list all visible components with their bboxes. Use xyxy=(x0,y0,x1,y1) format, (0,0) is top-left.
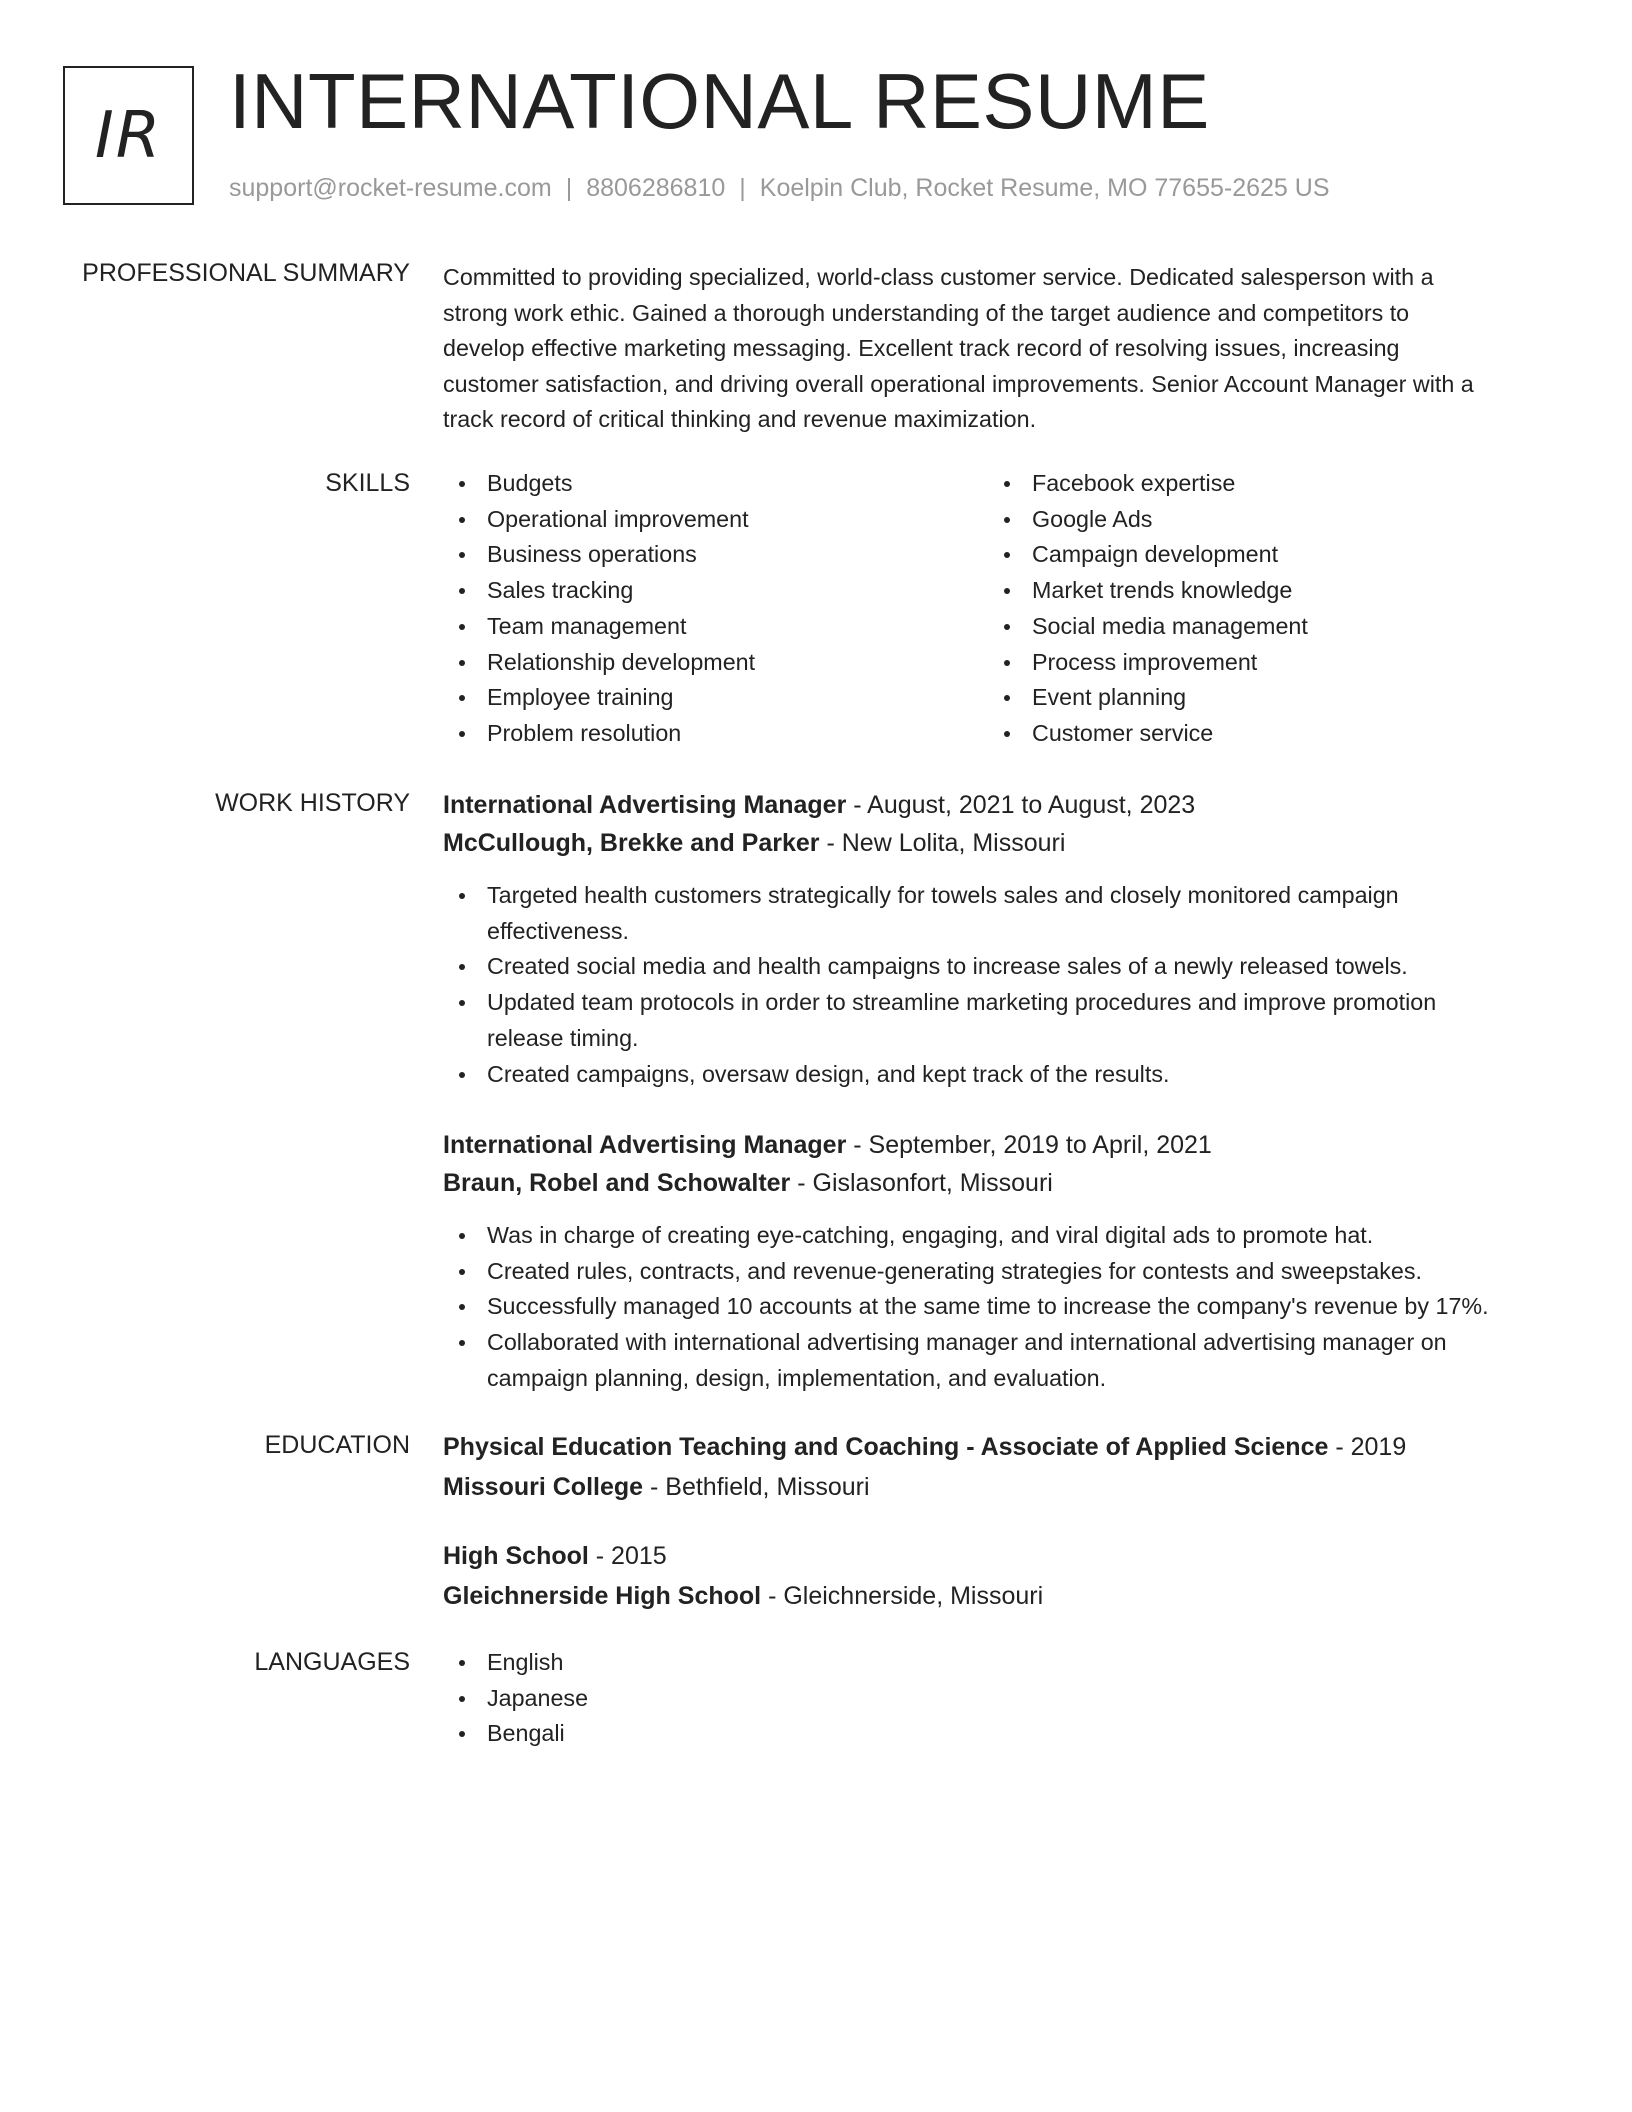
skills-column-left xyxy=(443,466,963,752)
skill-item: Market trends knowledge xyxy=(988,573,1508,609)
job-bullets xyxy=(443,1218,1553,1397)
monogram-logo xyxy=(63,66,194,205)
job-entry xyxy=(443,1126,1553,1397)
skill-item: Event planning xyxy=(988,680,1508,716)
job-bullet: Successfully managed 10 accounts at the same time to increase the company's revenue by 17%. xyxy=(443,1289,1553,1325)
education-entry xyxy=(443,1537,1553,1615)
job-bullet: Collaborated with international advertising manager and international advertising manager on campaign planning, design, implementation, and evaluation. xyxy=(443,1325,1553,1396)
job-dates: - August, 2021 to August, 2023 xyxy=(846,791,1196,819)
education-entry xyxy=(443,1428,1553,1506)
language-item: Bengali xyxy=(443,1716,1553,1752)
school-line xyxy=(443,1468,1553,1506)
job-company-line xyxy=(443,824,1553,862)
languages-body xyxy=(443,1645,1553,1752)
degree-line xyxy=(443,1428,1553,1466)
skill-item: Business operations xyxy=(443,537,963,573)
skill-item: Problem resolution xyxy=(443,716,963,752)
degree: Physical Education Teaching and Coaching - Associate of Applied Science xyxy=(443,1433,1329,1461)
section-heading: PROFESSIONAL SUMMARY xyxy=(82,259,410,287)
summary-line: develop effective marketing messaging. Excellent track record of resolving issues, increasing xyxy=(443,335,1400,361)
section-heading: LANGUAGES xyxy=(254,1648,410,1676)
job-title-line xyxy=(443,1126,1553,1164)
job-dates: - September, 2019 to April, 2021 xyxy=(846,1131,1212,1159)
job-bullet: Created social media and health campaigns to increase sales of a newly released towels. xyxy=(443,949,1553,985)
job-bullets xyxy=(443,878,1553,1092)
skill-item: Relationship development xyxy=(443,645,963,681)
resume-title: INTERNATIONAL RESUME xyxy=(229,57,1210,145)
job-title-line xyxy=(443,786,1553,824)
job-bullet: Targeted health customers strategically for towels sales and closely monitored campaign effectiveness. xyxy=(443,878,1553,949)
skill-item: Process improvement xyxy=(988,645,1508,681)
summary-body xyxy=(443,260,1553,438)
degree-year: - 2015 xyxy=(588,1542,667,1570)
school: Missouri College xyxy=(443,1473,644,1501)
section-heading: WORK HISTORY xyxy=(215,789,410,817)
degree-year: - 2019 xyxy=(1328,1433,1407,1461)
job-title: International Advertising Manager xyxy=(443,791,847,819)
section-heading: EDUCATION xyxy=(264,1431,410,1459)
school-line xyxy=(443,1577,1553,1615)
skills-column-right xyxy=(988,466,1508,752)
job-company: McCullough, Brekke and Parker xyxy=(443,829,820,857)
skill-item: Team management xyxy=(443,609,963,645)
job-company: Braun, Robel and Schowalter xyxy=(443,1169,791,1197)
degree: High School xyxy=(443,1542,589,1570)
skill-item: Customer service xyxy=(988,716,1508,752)
summary-line: customer satisfaction, and driving overall operational improvements. Senior Account Manager with a xyxy=(443,370,1474,397)
summary-line: track record of critical thinking and revenue maximization. xyxy=(443,406,1037,432)
summary-line: Committed to providing specialized, world-class customer service. Dedicated salesperson with a xyxy=(443,264,1434,290)
contact-address: Koelpin Club, Rocket Resume, MO 77655-2625 US xyxy=(759,174,1330,202)
contact-line xyxy=(229,172,1330,204)
job-title: International Advertising Manager xyxy=(443,1131,847,1159)
language-item: Japanese xyxy=(443,1681,1553,1717)
job-bullet: Updated team protocols in order to streamline marketing procedures and improve promotion release timing. xyxy=(443,985,1553,1056)
job-company-line xyxy=(443,1164,1553,1202)
job-location: - New Lolita, Missouri xyxy=(819,829,1066,857)
skill-item: Employee training xyxy=(443,680,963,716)
skill-item: Google Ads xyxy=(988,502,1508,538)
summary-line: strong work ethic. Gained a thorough understanding of the target audience and competitors to xyxy=(443,299,1410,326)
job-bullet: Created rules, contracts, and revenue-generating strategies for contests and sweepstakes. xyxy=(443,1254,1553,1290)
school-location: - Gleichnerside, Missouri xyxy=(761,1582,1044,1610)
job-bullet: Created campaigns, oversaw design, and kept track of the results. xyxy=(443,1057,1553,1093)
skill-item: Campaign development xyxy=(988,537,1508,573)
contact-email[interactable]: support@rocket-resume.com xyxy=(229,174,552,202)
skill-item: Operational improvement xyxy=(443,502,963,538)
job-entry xyxy=(443,786,1553,1092)
contact-separator: | xyxy=(565,174,573,202)
skill-item: Sales tracking xyxy=(443,573,963,609)
school-location: - Bethfield, Missouri xyxy=(643,1473,870,1501)
job-location: - Gislasonfort, Missouri xyxy=(790,1169,1053,1197)
school: Gleichnerside High School xyxy=(443,1582,762,1610)
skill-item: Social media management xyxy=(988,609,1508,645)
contact-phone[interactable]: 8806286810 xyxy=(586,174,726,202)
skill-item: Facebook expertise xyxy=(988,466,1508,502)
skill-item: Budgets xyxy=(443,466,963,502)
job-bullet: Was in charge of creating eye-catching, engaging, and viral digital ads to promote hat. xyxy=(443,1218,1553,1254)
section-heading: SKILLS xyxy=(325,469,410,497)
degree-line xyxy=(443,1537,1553,1575)
language-item: English xyxy=(443,1645,1553,1681)
monogram-text: IR xyxy=(94,98,163,173)
contact-separator: | xyxy=(739,174,746,202)
